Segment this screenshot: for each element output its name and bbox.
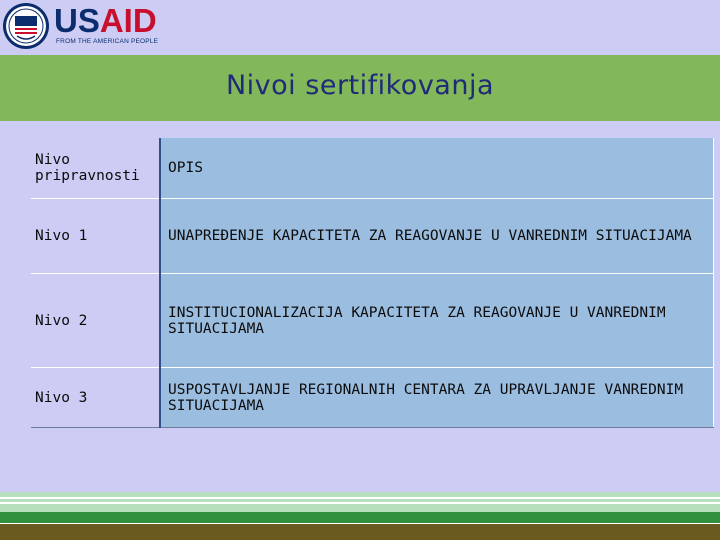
table-row xyxy=(31,274,714,368)
usaid-wordmark xyxy=(54,3,157,39)
usaid-tagline: FROM THE AMERICAN PEOPLE xyxy=(56,38,159,45)
header-description-cell: OPIS xyxy=(160,138,714,199)
table-row xyxy=(31,368,714,428)
description-cell: INSTITUCIONALIZACIJA KAPACITETA ZA REAGOVANJE U VANREDNIM SITUACIJAMA xyxy=(160,274,714,368)
usaid-wordmark-us: US xyxy=(54,2,100,39)
footer-divider xyxy=(0,497,720,499)
level-cell: Nivo 3 xyxy=(31,368,160,428)
usaid-logo xyxy=(0,0,170,52)
usaid-wordmark-aid: AID xyxy=(99,2,157,39)
certification-levels-table xyxy=(31,138,714,428)
footer-divider xyxy=(0,502,720,504)
slide-title: Nivoi sertifikovanja xyxy=(225,70,495,101)
footer-stripe-brown xyxy=(0,524,720,540)
header-level-cell: Nivo pripravnosti xyxy=(31,138,160,199)
usaid-seal-icon xyxy=(2,2,50,50)
description-cell: UNAPREĐENJE KAPACITETA ZA REAGOVANJE U VANREDNIM SITUACIJAMA xyxy=(160,199,714,274)
level-cell: Nivo 1 xyxy=(31,199,160,274)
table-row xyxy=(31,199,714,274)
level-cell: Nivo 2 xyxy=(31,274,160,368)
table-header-row xyxy=(31,138,714,199)
description-cell: USPOSTAVLJANJE REGIONALNIH CENTARA ZA UPRAVLJANJE VANREDNIM SITUACIJAMA xyxy=(160,368,714,428)
